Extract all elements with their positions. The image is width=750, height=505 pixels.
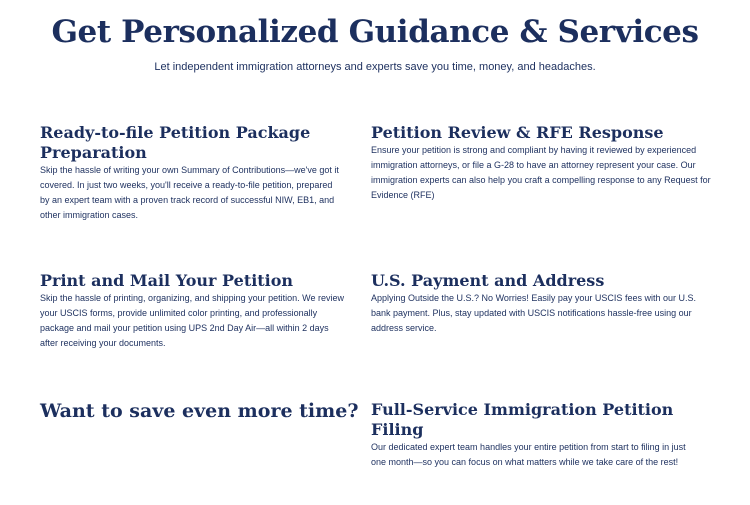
service-card-full-service: [371, 400, 701, 470]
service-title[interactable]: U.S. Payment and Address: [371, 271, 605, 290]
service-description: Applying Outside the U.S.? No Worries! Easily pay your USCIS fees with our U.S. bank payment. Plus, stay updated with USCIS notifications hassle-free using our address service.: [371, 293, 696, 333]
service-card-print-mail: [40, 271, 345, 351]
service-description: Skip the hassle of printing, organizing, and shipping your petition. We review your USCIS forms, provide unlimited color printing, and professionally package and mail your petition using UPS 2nd Day Air—all within 2 days after receiving your documents.: [40, 293, 345, 348]
service-title[interactable]: Full-Service Immigration Petition Filing: [371, 400, 674, 439]
service-card-payment-address: [371, 271, 696, 336]
service-card-petition-package: [40, 123, 340, 223]
service-card-petition-review: [371, 123, 711, 203]
page-title: Get Personalized Guidance & Services: [51, 14, 699, 50]
service-title[interactable]: Ready-to-file Petition Package Preparation: [40, 123, 311, 162]
service-description: Our dedicated expert team handles your entire petition from start to filing in just one month—so you can focus on what matters while we take care of the rest!: [371, 442, 686, 467]
service-title[interactable]: Petition Review & RFE Response: [371, 123, 664, 142]
service-description: Ensure your petition is strong and compliant by having it reviewed by experienced immigration attorneys, or file a G-28 to have an attorney represent your case. Our immigration experts can also help you craft a compelling response to any Request for Evidence (RFE): [371, 145, 711, 200]
service-description: Skip the hassle of writing your own Summary of Contributions—we've got it covered. In just two weeks, you'll receive a ready-to-file petition, prepared by an expert team with a proven track record of successful NIW, EB1, and other immigration cases.: [40, 165, 339, 220]
page-subtitle: Let independent immigration attorneys and experts save you time, money, and headaches.: [154, 61, 596, 73]
service-title[interactable]: Print and Mail Your Petition: [40, 271, 294, 290]
cta-heading: Want to save even more time?: [40, 400, 359, 422]
